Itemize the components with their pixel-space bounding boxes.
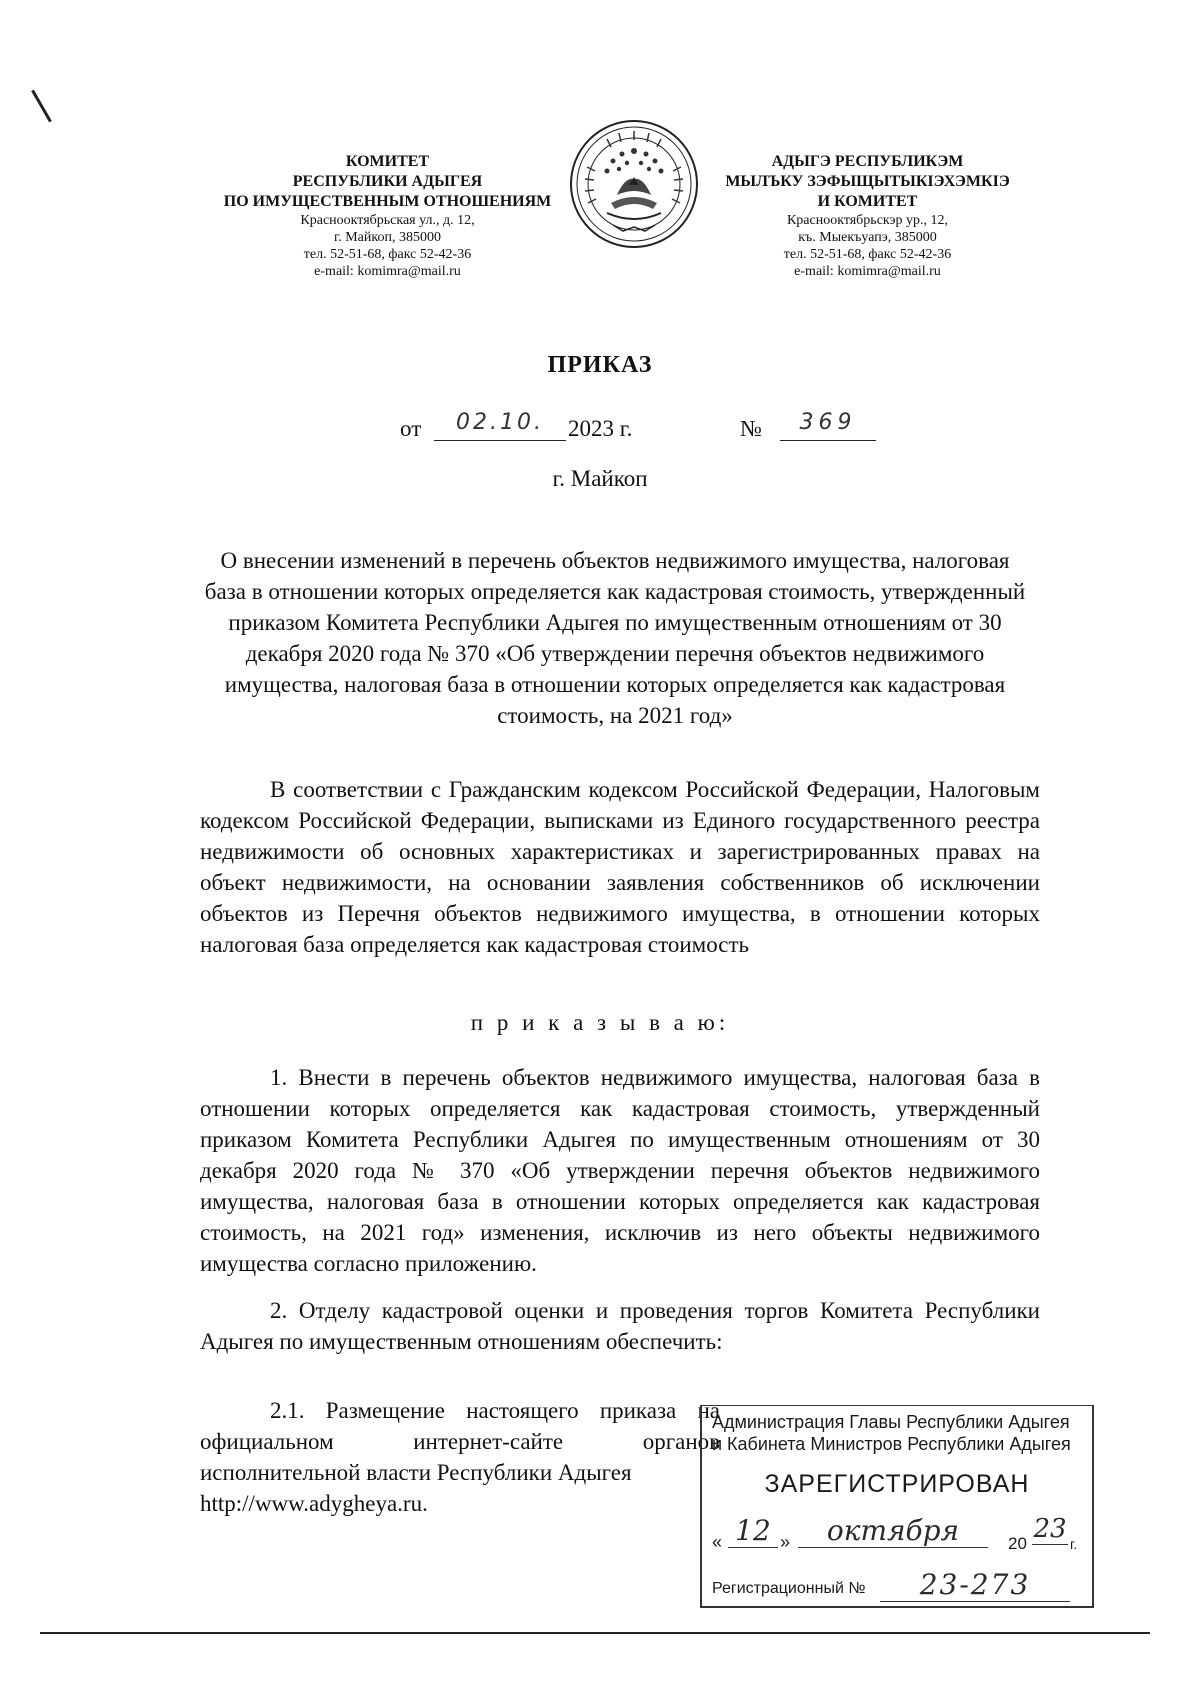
order-title: ПРИКАЗ xyxy=(547,352,653,378)
org-name-line: МЫЛЪКУ ЗЭФЫЩЫТЫКIЭХЭМКIЭ xyxy=(725,173,1010,190)
website-link[interactable]: http://www.adygheya.ru. xyxy=(200,1491,428,1516)
stamp-year-handwritten: 23 xyxy=(1033,1514,1067,1544)
item-2-1-paragraph xyxy=(200,1395,720,1519)
org-address-line: г. Майкоп, 385000 xyxy=(334,230,441,245)
org-address-line: Краснооктябрьская ул., д. 12, xyxy=(300,213,475,228)
stamp-month-handwritten: октября xyxy=(798,1514,988,1548)
decree-word: п р и к а з ы в а ю: xyxy=(470,1010,730,1035)
org-name-line: КОМИТЕТ xyxy=(345,153,430,170)
scan-mark xyxy=(31,90,52,123)
org-name-line: РЕСПУБЛИКИ АДЫГЕЯ xyxy=(292,173,483,190)
stamp-org-line: и Кабинета Министров Республики Адыгея xyxy=(712,1434,1071,1454)
order-number-handwritten: 369 xyxy=(780,410,876,441)
stamp-regnum-handwritten: 23-273 xyxy=(880,1568,1070,1602)
org-address-line: Краснооктябрьскэр ур., 12, xyxy=(786,213,949,228)
stamp-date-line xyxy=(712,1514,1082,1554)
order-subject: О внесении изменений в перечень объектов недвижимого имущества, налоговая база в отношении которых определяется как кадастровая стоимость, утвержденный приказом Комитета Республики Адыгея по имущественным отношениям от 30 декабря 2020 года № 370 «Об утверждении перечня объектов недвижимого имущества, налоговая база в отношении которых определяется как кадастровая стоимость, на 2021 год» xyxy=(204,548,1026,728)
org-header-left xyxy=(200,152,575,280)
item-2-1-text: 2.1. Размещение настоящего приказа на официальном интернет-сайте органов исполнительной власти Республики Адыгея xyxy=(200,1398,720,1485)
stamp-org-line: Администрация Главы Республики Адыгея xyxy=(712,1412,1070,1432)
registration-stamp xyxy=(700,1405,1094,1608)
org-name-line: И КОМИТЕТ xyxy=(817,193,918,210)
org-phone-line: тел. 52-51-68, факс 52-42-36 xyxy=(783,247,952,262)
coat-of-arms-icon xyxy=(567,117,701,251)
from-label: от xyxy=(400,416,422,441)
stamp-open-quote: « xyxy=(712,1532,723,1552)
org-email-line: e-mail: komimra@mail.ru xyxy=(794,264,941,279)
org-name-line: АДЫГЭ РЕСПУБЛИКЭМ xyxy=(771,153,964,170)
org-header-right xyxy=(705,152,1030,280)
org-phone-line: тел. 52-51-68, факс 52-42-36 xyxy=(303,247,472,262)
stamp-regnum-line xyxy=(712,1568,1082,1602)
stamp-year-suffix: г. xyxy=(1070,1536,1078,1552)
stamp-close-quote: » xyxy=(780,1532,791,1552)
order-year: 2023 г. xyxy=(568,416,633,441)
order-date-number-row xyxy=(400,410,880,446)
stamp-registered-label: ЗАРЕГИСТРИРОВАН xyxy=(764,1470,1030,1498)
number-label: № xyxy=(740,416,762,441)
order-city: г. Майкоп xyxy=(552,466,648,491)
order-date-handwritten: 02.10. xyxy=(434,410,566,441)
bottom-divider xyxy=(40,1632,1150,1634)
org-name-line: ПО ИМУЩЕСТВЕННЫМ ОТНОШЕНИЯМ xyxy=(223,193,552,210)
org-email-line: e-mail: komimra@mail.ru xyxy=(314,264,461,279)
preamble-paragraph: В соответствии с Гражданским кодексом Российской Федерации, Налоговым кодексом Российской Федерации, выписками из Единого государственного реестра недвижимости об основных характеристиках и зарегистрированных правах на объект недвижимости, на основании заявления собственников об исключении объектов из Перечня объектов недвижимого имущества, в отношении которых налоговая база определяется как кадастровая стоимость xyxy=(200,777,1040,957)
stamp-day-handwritten: 12 xyxy=(728,1514,778,1548)
item-2-paragraph: 2. Отделу кадастровой оценки и проведения торгов Комитета Республики Адыгея по имущественным отношениям обеспечить: xyxy=(200,1298,1040,1354)
stamp-year-prefix: 20 xyxy=(1008,1534,1027,1553)
stamp-regnum-label: Регистрационный № xyxy=(712,1580,866,1597)
org-address-line: къ. Мыекъуапэ, 385000 xyxy=(798,230,937,245)
item-1-paragraph: 1. Внести в перечень объектов недвижимого имущества, налоговая база в отношении которых определяется как кадастровая стоимость, утвержденный приказом Комитета Республики Адыгея по имущественным отношениям от 30 декабря 2020 года № 370 «Об утверждении перечня объектов недвижимого имущества, налоговая база в отношении которых определяется как кадастровая стоимость, на 2021 год» изменения, исключив из него объекты недвижимого имущества согласно приложению. xyxy=(200,1065,1040,1276)
